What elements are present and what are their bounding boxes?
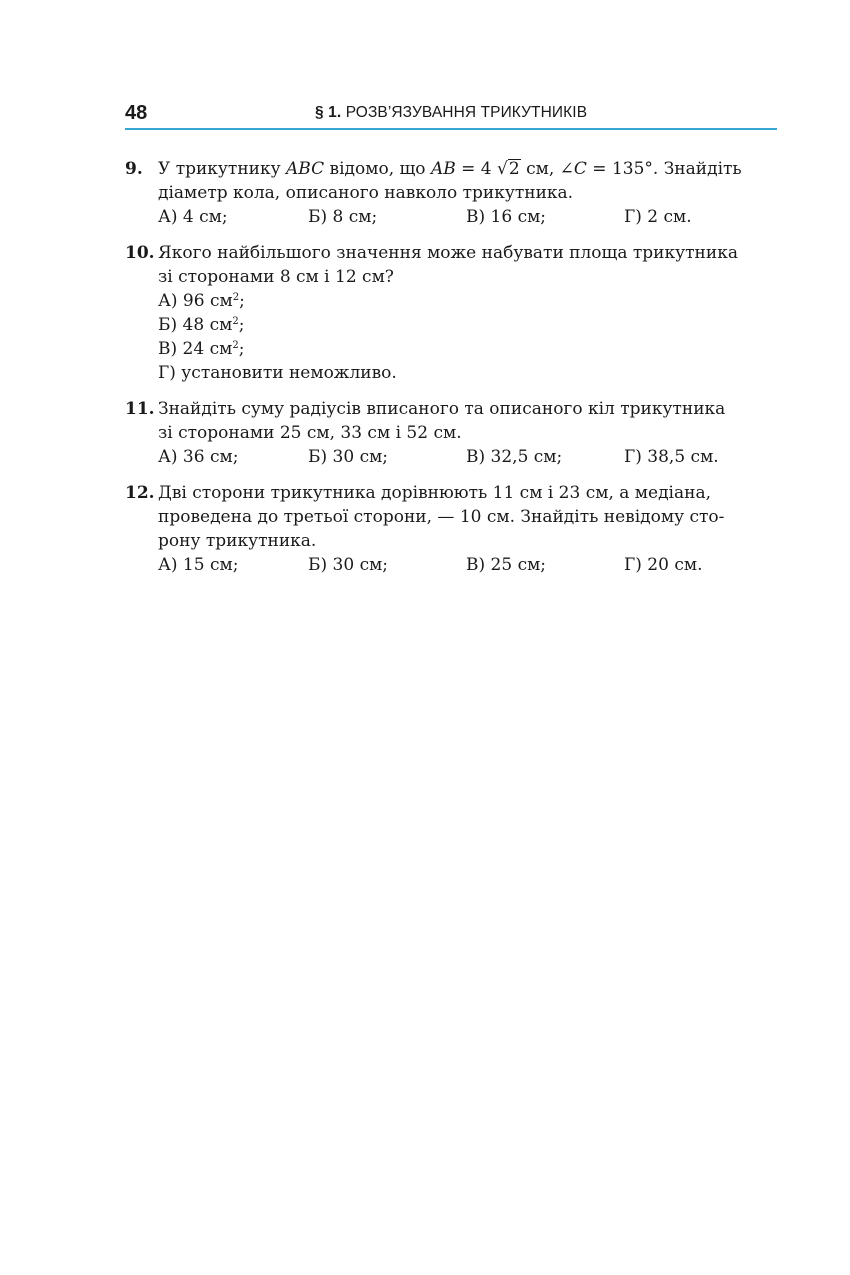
section-title <box>315 104 587 122</box>
punctuation: ; <box>239 291 245 311</box>
section-title-text: РОЗВ’ЯЗУВАННЯ ТРИКУТНИКІВ <box>345 104 588 121</box>
problem-text-line: проведена до третьої сторони, — 10 см. Знайдіть невідому сто- <box>158 507 725 527</box>
option-d: Г) 38,5 см. <box>624 447 719 467</box>
answer-options <box>158 553 777 577</box>
superscript: 2 <box>232 292 240 303</box>
option-d: Г) установити неможливо. <box>158 363 397 383</box>
problems-list <box>125 157 777 589</box>
problem-text-line: рону трикутника. <box>158 531 317 551</box>
problem-text-line: діаметр кола, описаного навколо трикутника. <box>158 183 574 203</box>
option-b: Б) 30 см; <box>308 447 389 467</box>
option-d: Г) 20 см. <box>624 555 703 575</box>
page-header <box>125 100 777 130</box>
option-a: А) 4 см; <box>158 207 228 227</box>
text-fragment: = 4 <box>455 159 492 179</box>
text-fragment: У трикутнику <box>158 159 287 179</box>
text-fragment: відомо, що <box>324 159 431 179</box>
problem-12 <box>125 481 777 577</box>
section-mark: § 1. <box>315 104 342 121</box>
problem-number: 12. <box>125 483 155 503</box>
problem-10 <box>125 241 777 385</box>
option-c: В) 25 см; <box>466 555 547 575</box>
problem-9 <box>125 157 777 229</box>
text-fragment: см, ∠ <box>520 159 574 179</box>
radicand: 2 <box>508 159 520 179</box>
option-c: В) 32,5 см; <box>466 447 563 467</box>
text-fragment: = 135°. Знайдіть <box>586 159 742 179</box>
option-b <box>158 313 777 337</box>
option-b: Б) 30 см; <box>308 555 389 575</box>
superscript: 2 <box>232 340 239 351</box>
punctuation: ; <box>238 339 245 359</box>
option-text: Б) 48 см <box>158 315 233 335</box>
punctuation: ; <box>238 315 245 335</box>
problem-11 <box>125 397 777 469</box>
answer-options <box>158 205 777 229</box>
option-b: Б) 8 см; <box>308 207 378 227</box>
sqrt-expression <box>497 157 521 181</box>
page-number: 48 <box>125 102 148 124</box>
option-text: А) 96 см <box>158 291 233 311</box>
problem-text-line <box>158 157 777 181</box>
option-c: В) 16 см; <box>466 207 547 227</box>
problem-text-line: зі сторонами 25 см, 33 см і 52 см. <box>158 423 462 443</box>
option-d: Г) 2 см. <box>624 207 692 227</box>
answer-options <box>158 445 777 469</box>
option-a: А) 15 см; <box>158 555 239 575</box>
superscript: 2 <box>232 316 239 327</box>
option-a: А) 36 см; <box>158 447 239 467</box>
math-var: AB <box>430 159 456 179</box>
problem-text-line: Знайдіть суму радіусів вписаного та описаного кіл трикутника <box>158 399 726 419</box>
option-c <box>158 337 777 361</box>
problem-text-line: зі сторонами 8 см і 12 см? <box>158 267 394 287</box>
problem-number: 11. <box>125 399 155 419</box>
option-text: В) 24 см <box>158 339 233 359</box>
option-a <box>158 289 777 313</box>
problem-number: 9. <box>125 159 143 179</box>
math-var: C <box>573 159 587 179</box>
problem-text-line: Дві сторони трикутника дорівнюють 11 см і 23 см, а медіана, <box>158 483 711 503</box>
math-var: ABC <box>286 159 325 179</box>
problem-number: 10. <box>125 243 155 263</box>
problem-text-line: Якого найбільшого значення може набувати площа трикутника <box>158 243 738 263</box>
sqrt-symbol: √ <box>497 159 508 179</box>
